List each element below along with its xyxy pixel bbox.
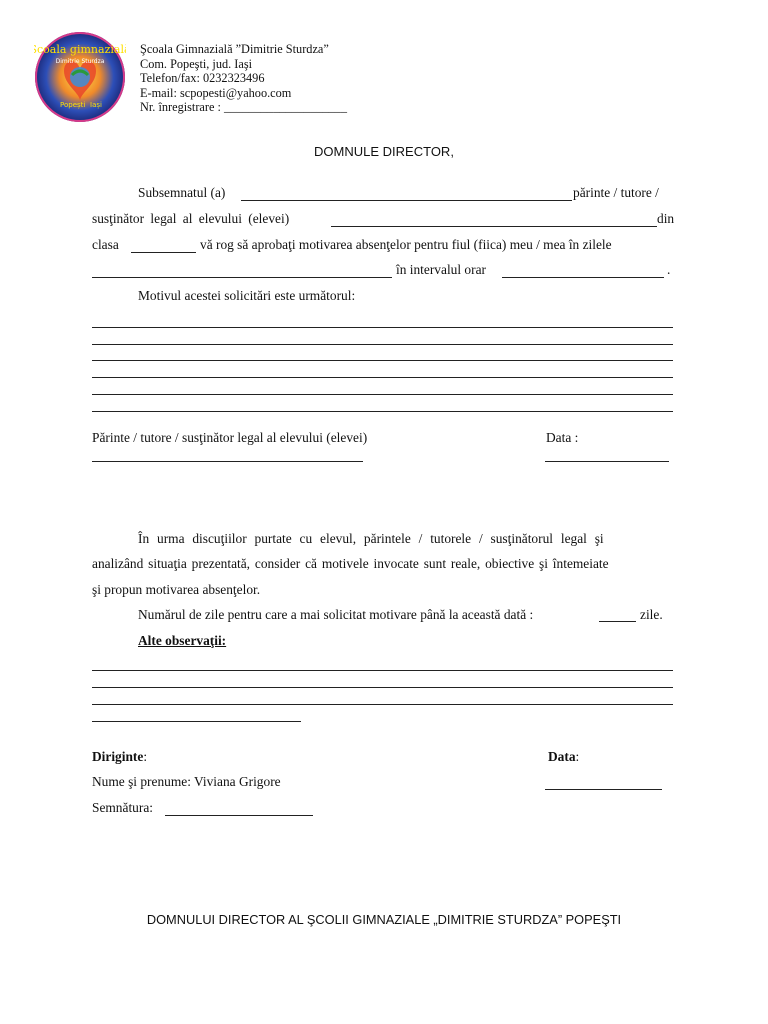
- days-unit: zile.: [640, 607, 663, 622]
- logo-text-top: Școala gimnazială: [34, 43, 126, 56]
- reason-label: Motivul acestei solicitări este următorul:: [138, 288, 356, 303]
- diriginte-signature-field[interactable]: [165, 815, 313, 816]
- teacher-paragraph-line1: În urma discuţiilor purtate cu elevul, părintele / tutorele / susţinătorul legal şi: [138, 531, 604, 546]
- dates-field[interactable]: [92, 277, 392, 278]
- request-text: vă rog să aprobaţi motivarea absenţelor pentru fiul (fiica) meu / mea în zilele: [200, 237, 612, 252]
- observation-line[interactable]: [92, 721, 301, 722]
- school-header: [140, 42, 347, 115]
- diriginte-signature-label: Semnătura:: [92, 800, 153, 815]
- teacher-paragraph-line3: şi propun motivarea absenţelor.: [92, 582, 261, 597]
- request-legal-label: susţinător legal al elevului (elevei): [92, 211, 290, 226]
- request-subsemnatul: Subsemnatul (a): [138, 185, 226, 200]
- days-count-field[interactable]: [599, 621, 636, 622]
- logo-text-left: Popești: [60, 101, 86, 109]
- request-din: din: [657, 211, 675, 226]
- observation-line[interactable]: [92, 670, 673, 671]
- reason-line[interactable]: [92, 377, 673, 378]
- observations-label: Alte observaţii:: [138, 633, 227, 648]
- request-interval-label: în intervalul orar: [396, 262, 486, 277]
- header-registration[interactable]: Nr. înregistrare : ____________________: [140, 100, 347, 114]
- diriginte-label: Diriginte: [92, 749, 144, 764]
- reason-line[interactable]: [92, 411, 673, 412]
- parent-date-label: Data :: [546, 430, 579, 445]
- parent-signature-label: Părinte / tutore / susţinător legal al elevului (elevei): [92, 430, 368, 445]
- parent-name-field[interactable]: [241, 200, 572, 201]
- logo-text-right: Iași: [90, 101, 102, 109]
- teacher-paragraph-line2: analizând situaţia prezentată, consider că motivele invocate sunt reale, obiective şi întemeiate: [92, 556, 609, 571]
- parent-date-field[interactable]: [545, 461, 669, 462]
- reason-line[interactable]: [92, 327, 673, 328]
- reason-line[interactable]: [92, 360, 673, 361]
- header-school-name: Şcoala Gimnazială ”Dimitrie Sturdza”: [140, 42, 329, 56]
- observation-line[interactable]: [92, 704, 673, 705]
- diriginte-colon: :: [143, 749, 148, 764]
- diriginte-name: Nume şi prenume: Viviana Grigore: [92, 774, 281, 789]
- reason-line[interactable]: [92, 344, 673, 345]
- parent-signature-field[interactable]: [92, 461, 363, 462]
- student-name-field[interactable]: [331, 226, 657, 227]
- request-parent-role: părinte / tutore /: [573, 185, 659, 200]
- time-interval-field[interactable]: [502, 277, 664, 278]
- header-address: Com. Popeşti, jud. Iaşi: [140, 56, 253, 71]
- diriginte-date-field[interactable]: [545, 789, 662, 790]
- request-clasa: clasa: [92, 237, 119, 252]
- diriginte-date-colon: :: [575, 749, 580, 764]
- class-field[interactable]: [131, 252, 196, 253]
- previous-requests-label: Numărul de zile pentru care a mai solicitat motivare până la această dată :: [138, 607, 534, 622]
- logo-text-mid: Dimitrie Sturdza: [55, 58, 105, 65]
- header-phone: Telefon/fax: 0232323496: [140, 71, 265, 85]
- reason-line[interactable]: [92, 394, 673, 395]
- school-logo: [34, 31, 126, 123]
- diriginte-date-label: Data: [548, 749, 576, 764]
- page-title: DOMNULE DIRECTOR,: [314, 144, 454, 159]
- observation-line[interactable]: [92, 687, 673, 688]
- footer-address: DOMNULUI DIRECTOR AL ŞCOLII GIMNAZIALE „DIMITRIE STURDZA” POPEŞTI: [146, 912, 622, 927]
- header-email: E-mail: scpopesti@yahoo.com: [140, 85, 292, 100]
- diriginte-date-heading: [548, 749, 579, 765]
- diriginte-heading: [92, 749, 147, 765]
- request-period: .: [667, 262, 671, 277]
